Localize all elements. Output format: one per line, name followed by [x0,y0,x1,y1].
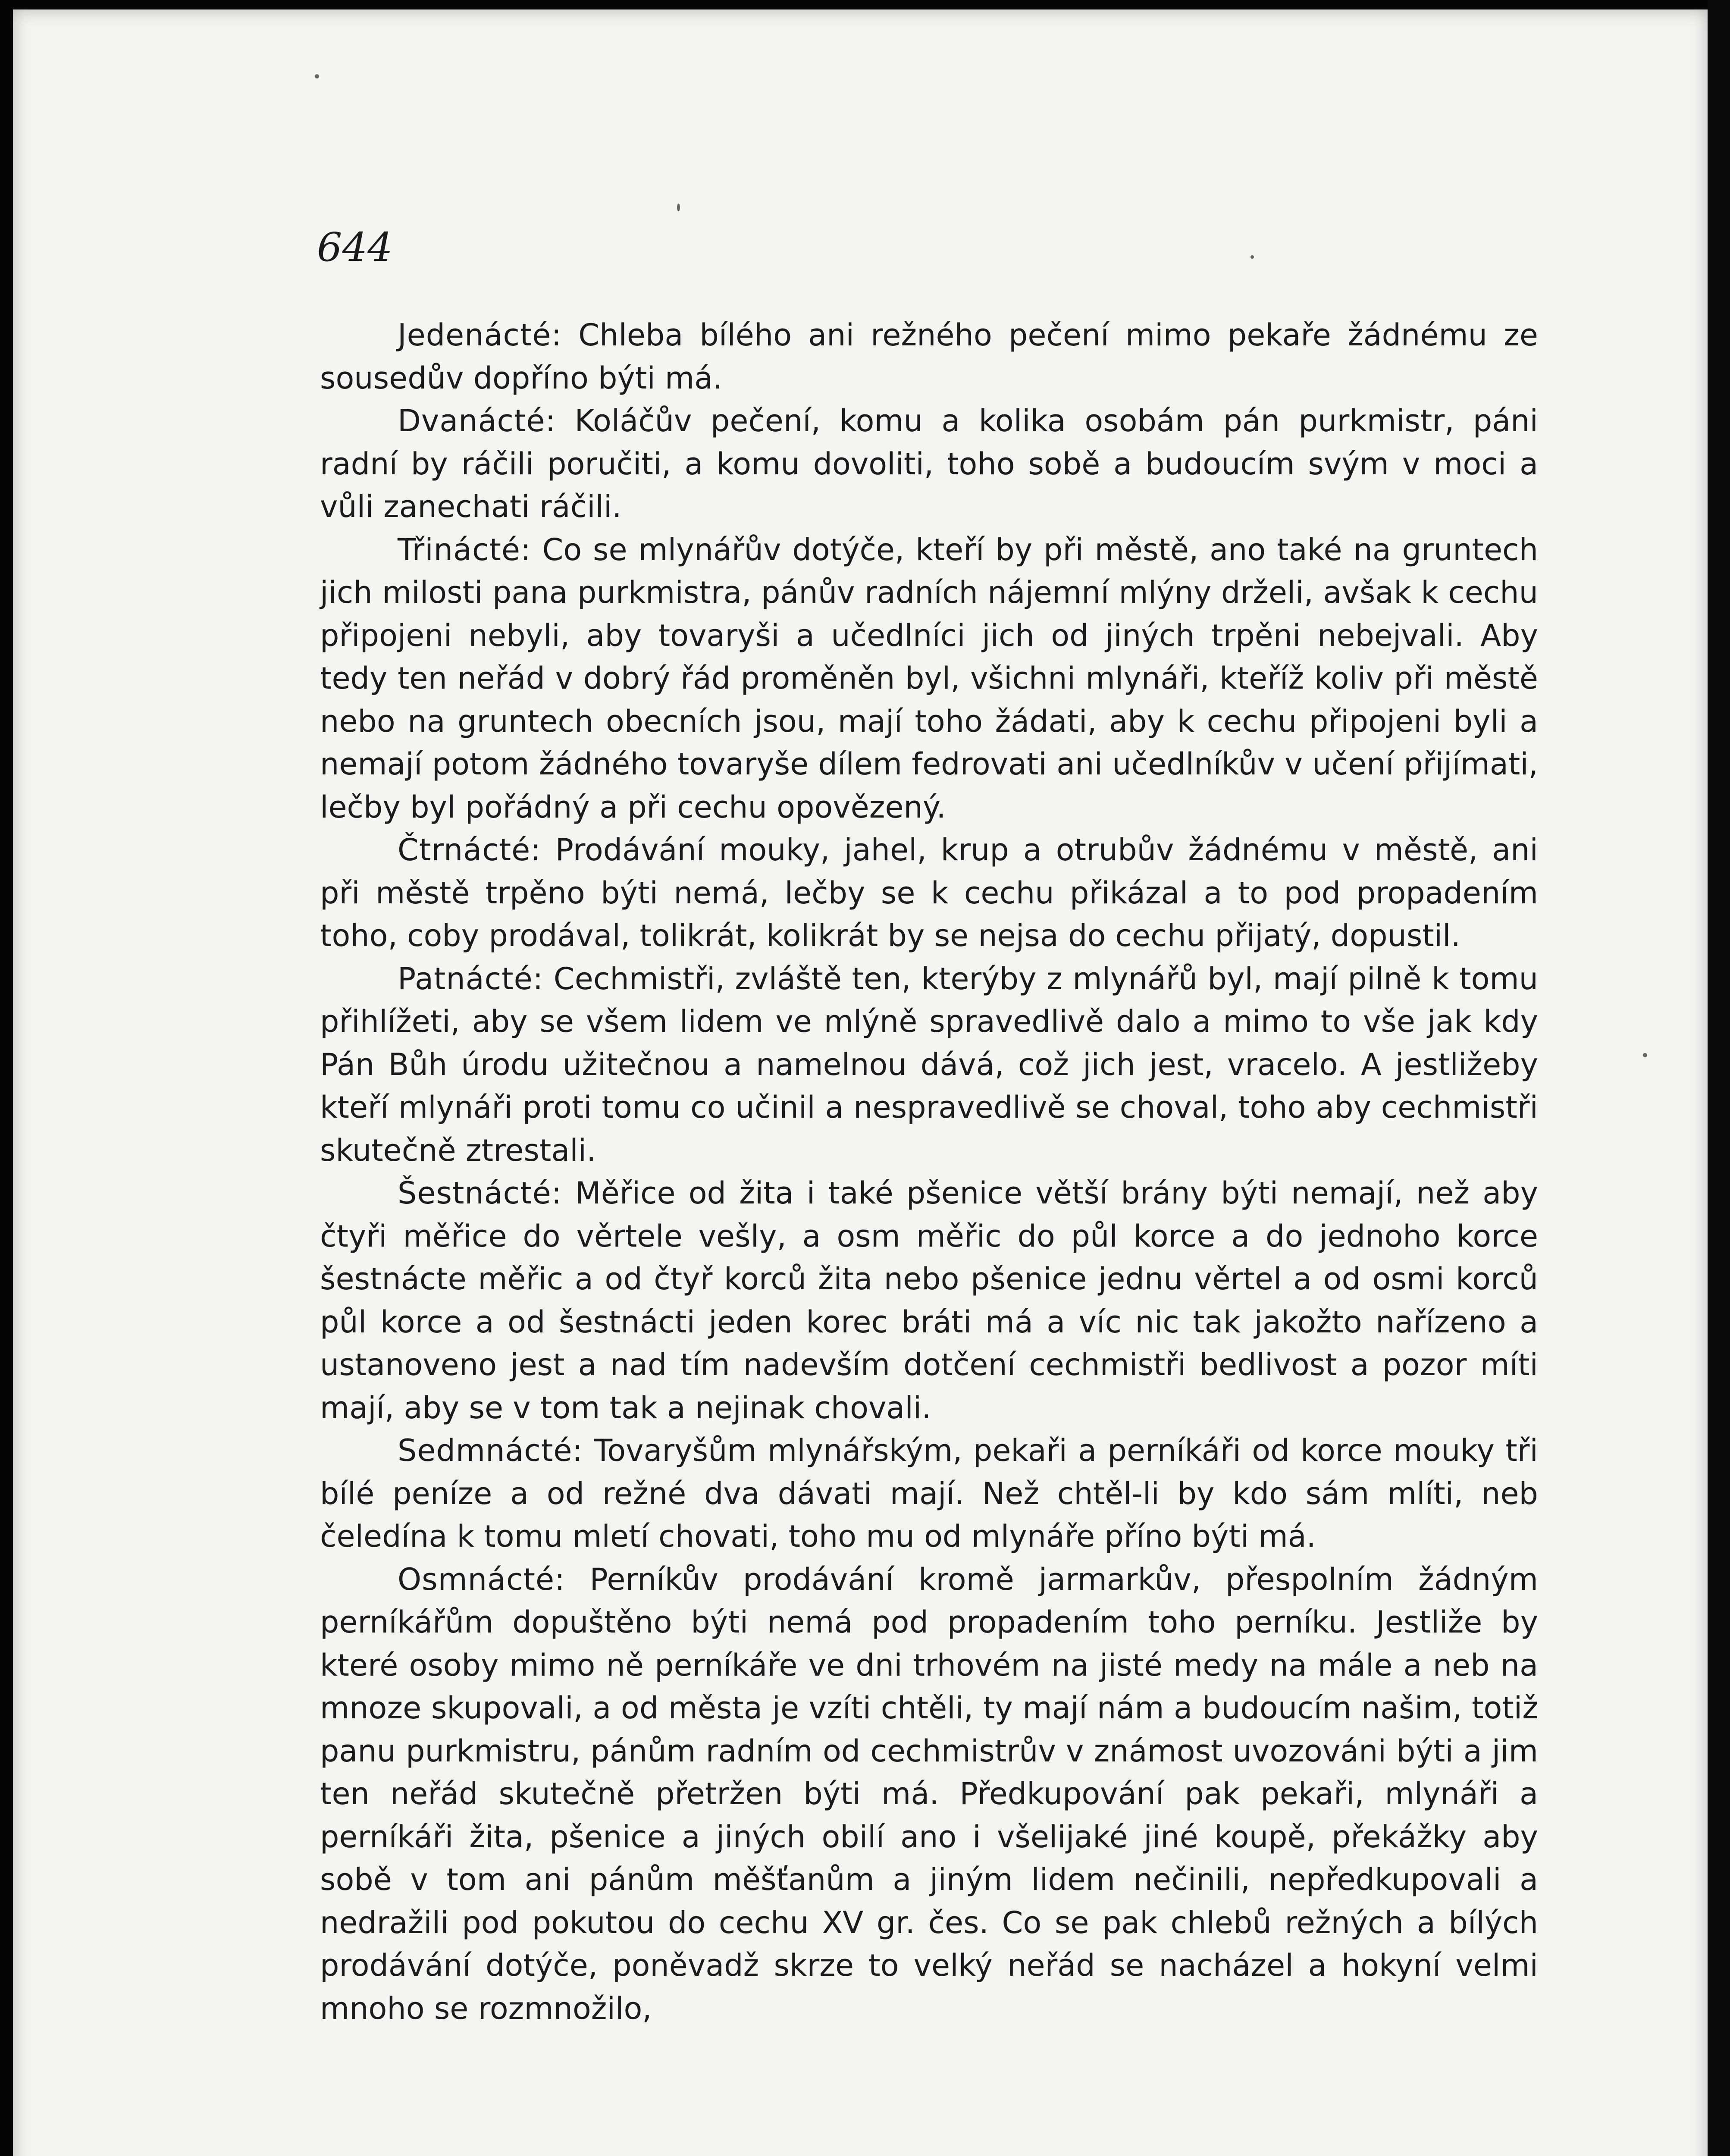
paragraph-lead: Šestnácté: [398,1175,562,1211]
dust-speck [1643,1053,1647,1057]
paragraph-lead: Čtrnácté: [398,832,541,868]
paragraph-body: Cechmistři, zvláště ten, kterýby z mlynářů byl, mají pilně k tomu přihlížeti, aby se všem lidem ve mlýně spravedlivě dalo a mimo to vše jak kdy Pán Bůh úrodu užitečnou a namelnou dává, což jich jest, vracelo. A jestližeby kteří mlynáři proti tomu co učinil a nespravedlivě se choval, toho aby cechmistři skutečně ztrestali. [320,961,1538,1168]
paragraph-16 [320,1172,1538,1429]
paragraph-lead: Jedenácté: [398,317,562,353]
paragraph-body: Tovaryšům mlynářským, pekaři a perníkáři od korce mouky tři bílé peníze a od režné dva dávati mají. Než chtěl-li by kdo sám mlíti, neb čeledína k tomu mletí chovati, toho mu od mlynáře příno býti má. [320,1433,1538,1554]
paragraph-11 [320,314,1538,400]
article-text [320,314,1538,2030]
dust-speck [315,74,319,78]
dust-speck [677,204,680,211]
paragraph-lead: Dvanácté: [398,403,556,439]
paragraph-body: Perníkův prodávání kromě jarmarkův, přespolním žádným perníkářům dopuštěno býti nemá pod propadením toho perníku. Jestliže by které osoby mimo ně perníkáře ve dni trhovém na jisté medy na mále a neb na mnoze skupovali, a od města je vzíti chtěli, ty mají nám a budoucím našim, totiž panu purkmistru, pánům radním od cechmistrův v známost uvozováni býti a jim ten neřád skutečně přetržen býti má. Předkupování pak pekaři, mlynáři a perníkáři žita, pšenice a jiných obilí ano i všelijaké jiné koupě, překážky aby sobě v tom ani pánům měšťanům a jiným lidem nečinili, nepředkupovali a nedražili pod pokutou do cechu XV gr. čes. Co se pak chlebů režných a bílých prodávání dotýče, poněvadž skrze to velký neřád se nacházel a hokyní velmi mnoho se rozmnožilo, [320,1561,1538,2026]
paragraph-13 [320,529,1538,829]
paragraph-17 [320,1429,1538,1558]
paragraph-18 [320,1558,1538,2031]
page-number: 644 [317,224,393,270]
paragraph-lead: Sedmnácté: [398,1433,583,1468]
paragraph-lead: Osmnácté: [398,1561,565,1597]
paragraph-body: Chleba bílého ani režného pečení mimo pekaře žádnému ze sousedův dopříno býti má. [320,317,1538,396]
paragraph-15 [320,958,1538,1172]
paragraph-body: Co se mlynářův dotýče, kteří by při městě, ano také na gruntech jich milosti pana purkmistra, pánův radních nájemní mlýny drželi, avšak k cechu připojeni nebyli, aby tovaryši a učedlníci jich od jiných trpěni nebejvali. Aby tedy ten neřád v dobrý řád proměněn byl, všichni mlynáři, kteříž koliv při městě nebo na gruntech obecních jsou, mají toho žádati, aby k cechu připojeni byli a nemají potom žádného tovaryše dílem fedrovati ani učedlníkův v učení přijímati, lečby byl pořádný a při cechu opovězený. [320,532,1538,825]
paragraph-lead: Patnácté: [398,961,544,997]
paragraph-lead: Třinácté: [398,532,531,567]
paragraph-12 [320,400,1538,529]
paragraph-body: Prodávání mouky, jahel, krup a otrubův žádnému v městě, ani při městě trpěno býti nemá, lečby se k cechu přikázal a to pod propadením toho, coby prodával, tolikrát, kolikrát by se nejsa do cechu přijatý, dopustil. [320,832,1538,953]
dust-speck [1250,255,1254,259]
paragraph-body: Měřice od žita i také pšenice větší brány býti nemají, než aby čtyři měřice do věrtele vešly, a osm měřic do půl korce a do jednoho korce šestnácte měřic a od čtyř korců žita nebo pšenice jednu věrtel a od osmi korců půl korce a od šestnácti jeden korec bráti má a víc nic tak jakožto nařízeno a ustanoveno jest a nad tím nadevším dotčení cechmistři bedlivost a pozor míti mají, aby se v tom tak a nejinak chovali. [320,1175,1538,1426]
scan-right-edge [1708,0,1730,2156]
paragraph-14 [320,829,1538,958]
paragraph-body: Koláčův pečení, komu a kolika osobám pán purkmistr, páni radní by ráčili poručiti, a komu dovoliti, toho sobě a budoucím svým v moci a vůli zanechati ráčili. [320,403,1538,524]
